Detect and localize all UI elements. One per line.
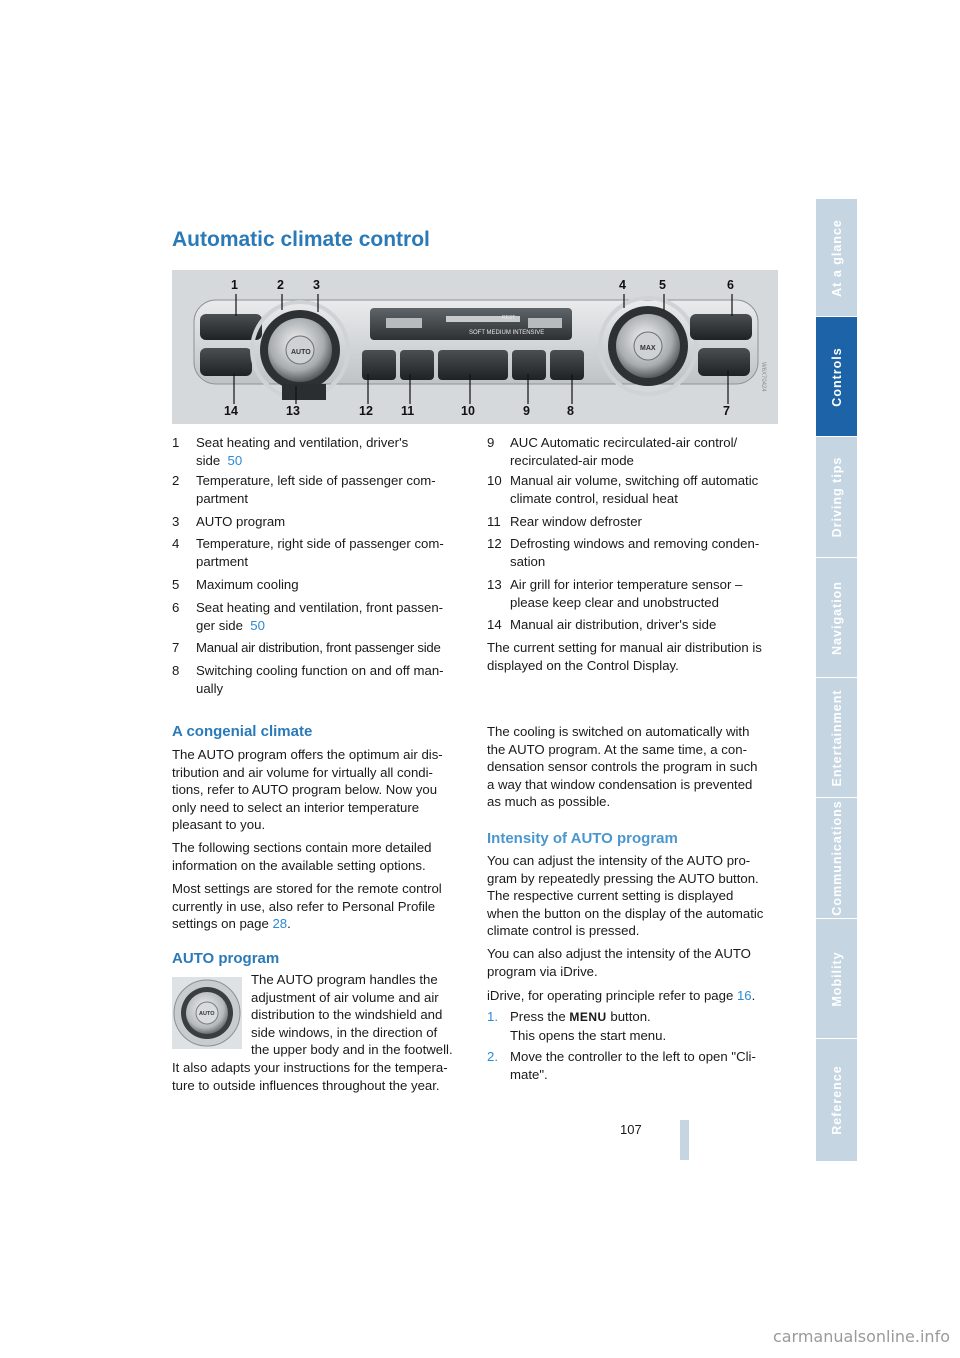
- climate-panel-illustration: [172, 270, 778, 424]
- callout-11: 11: [401, 404, 415, 418]
- callout-14: 14: [224, 404, 238, 418]
- auto-program-paragraph-indented: The AUTO program handles the adjustment of air volume and air distribution to the windshield and side windows, in the direction of the upper body and in the footwell.: [251, 972, 453, 1058]
- page-link-28[interactable]: 28: [272, 916, 288, 932]
- section-heading-congenial: A congenial climate: [172, 723, 313, 740]
- section-heading-auto-program: AUTO program: [172, 950, 280, 967]
- auto-image-label: AUTO: [199, 1011, 215, 1017]
- intensity-paragraph-3: iDrive, for operating principle refer to page 16.: [487, 988, 756, 1003]
- sidebar-tab-controls[interactable]: Controls: [816, 316, 857, 436]
- callout-10: 10: [461, 404, 475, 418]
- page-number-bar: [680, 1120, 689, 1160]
- sidebar-tab-communications[interactable]: Communications: [816, 797, 857, 918]
- figure-code: W6X70424: [760, 362, 766, 392]
- sidebar-tab-mobility[interactable]: Mobility: [816, 918, 857, 1038]
- callout-12: 12: [359, 404, 373, 418]
- sidebar-tab-reference[interactable]: Reference: [816, 1038, 857, 1161]
- callout-2: 2: [277, 278, 284, 292]
- callout-5: 5: [659, 278, 666, 292]
- callout-9: 9: [523, 404, 530, 418]
- congenial-paragraph-3: Most settings are stored for the remote control currently in use, also refer to Personal Profile settings on page 28.: [172, 881, 442, 932]
- auto-button-image: [172, 977, 242, 1049]
- congenial-paragraph-1: The AUTO program offers the optimum air dis- tribution and air volume for virtually all condi- tions, refer to AUTO program below. Now you only need to select an interior temperature pleasant to you.: [172, 747, 443, 833]
- callout-6: 6: [727, 278, 734, 292]
- sidebar-tab-at-a-glance[interactable]: At a glance: [816, 198, 857, 316]
- section-heading-intensity: Intensity of AUTO program: [487, 830, 678, 847]
- menu-key: MENU: [569, 1010, 607, 1024]
- callout-13: 13: [286, 404, 300, 418]
- legend-note: The current setting for manual air distribution is displayed on the Control Display.: [487, 640, 762, 673]
- cooling-paragraph: The cooling is switched on automatically with the AUTO program. At the same time, a con- densation sensor controls the program in such a way that window condensation is prevented as much as possible.: [487, 724, 758, 810]
- watermark: carmanualsonline.info: [772, 1327, 950, 1346]
- callout-8: 8: [567, 404, 574, 418]
- page-link-50b[interactable]: 50: [250, 617, 265, 633]
- sidebar-tab-navigation[interactable]: Navigation: [816, 557, 857, 677]
- intensity-paragraph-2: You can also adjust the intensity of the AUTO program via iDrive.: [487, 946, 751, 979]
- intensity-paragraph-1: You can adjust the intensity of the AUTO pro- gram by repeatedly pressing the AUTO button. The respective current setting is displayed when the button on the display of the automatic climate control is pressed.: [487, 853, 764, 939]
- rest-label: REST: [502, 315, 516, 321]
- page-title: Automatic climate control: [172, 228, 430, 251]
- sidebar-tab-entertainment[interactable]: Entertainment: [816, 677, 857, 797]
- auto-program-paragraph-full: It also adapts your instructions for the tempera- ture to outside influences throughout the year.: [172, 1060, 448, 1093]
- climate-panel-figure: [172, 270, 778, 424]
- callout-4: 4: [619, 278, 626, 292]
- sidebar-tab-driving-tips[interactable]: Driving tips: [816, 436, 857, 557]
- callout-7: 7: [723, 404, 730, 418]
- callout-1: 1: [231, 278, 238, 292]
- max-knob-label: MAX: [640, 345, 656, 352]
- auto-knob-label: AUTO: [291, 349, 311, 356]
- congenial-paragraph-2: The following sections contain more detailed information on the available setting options.: [172, 840, 432, 873]
- page-number: 107: [620, 1122, 642, 1137]
- intensity-scale-label: SOFT MEDIUM INTENSIVE: [469, 330, 545, 336]
- page-link-16[interactable]: 16: [736, 988, 752, 1003]
- page-link-50[interactable]: 50: [227, 452, 243, 468]
- callout-3: 3: [313, 278, 320, 292]
